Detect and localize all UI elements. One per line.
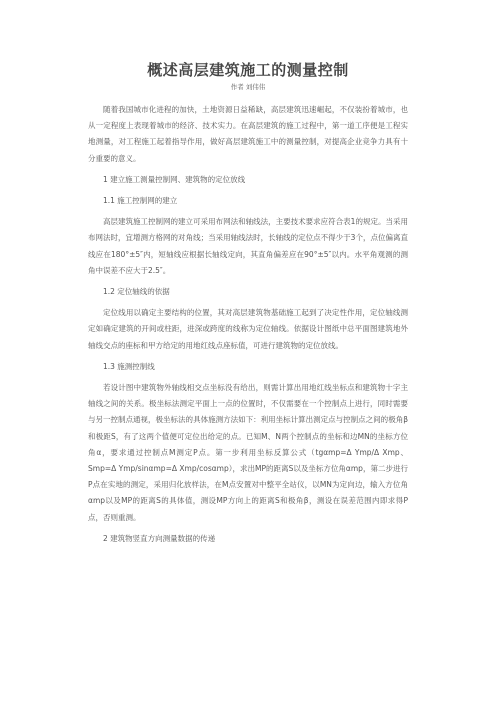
document-title: 概述高层建筑施工的测量控制 <box>147 61 349 79</box>
paragraph-1-1: 高层建筑施工控制网的建立可采用布网法和轴线法，主要技术要求应符合表1的规定。当采用布网法时，宜增测方格网的对角线；当采用轴线法时，长轴线的定位点不得少于3个，点位偏离直线应在180°±5″内，短轴线应根据长轴线定向，其直角偏差应在90°±5″以内。水平角观测的测角中误差不应大于2.5″。 <box>88 217 408 275</box>
paragraph-1-3: 若设计图中建筑物外轴线相交点坐标没有给出，则需计算出用地红线坐标点和建筑物十字主轴线之间的关系。极坐标法测定平面上一点的位置时，不仅需要在一个控制点上进行，同时需要与另一控制点通视，极坐标法的具体施测方法如下：利用坐标计算出测定点与控制点之间的极角β和极距S，有了这两个值便可定位出给定的点。已知M、N两个控制点的坐标和边MN的坐标方位角α，要求通过控制点M测定P点。第一步利用坐标反算公式（tgαmp=Δ Ymp/Δ Xmp、Smp=Δ Ymp/sinαmp=Δ Xmp/cosαmp），求出MP的距离S以及坐标方位角αmp，第二步进行P点在实地的测定，采用归化放样法，在M点安置对中整平全站仪，以MN为定向边，输入方位角αmp以及MP的距离S的具体值，测设MP方向上的距离S和极角β，测设在误差范围内即求得P点，否则重测。 <box>88 383 408 522</box>
paragraph-1-2: 定位线用以确定主要结构的位置，其对高层建筑物基础施工起到了决定性作用，定位轴线测定如确定建筑的开间或柱距，进深或跨度的线称为定位轴线。依据设计图纸中总平面图建筑地外轴线交点的座标和甲方给定的用地红线点座标值，可进行建筑物的定位放线。 <box>88 308 408 350</box>
subsection-heading-1-2: 1.2 定位轴线的依据 <box>103 287 170 297</box>
section-heading-1: 1 建立施工测量控制网、建筑物的定位放线 <box>103 174 246 184</box>
document-author: 作者 刘伟伟 <box>230 83 266 91</box>
document-page <box>88 60 408 552</box>
subsection-heading-1-1: 1.1 施工控制网的建立 <box>103 196 178 206</box>
intro-paragraph: 随着我国城市化进程的加快，土地资源日益稀缺，高层建筑迅速崛起，不仅装扮着城市，也从一定程度上表现着城市的经济、技术实力。在高层建筑的施工过程中，第一道工序便是工程实地测量，对工程施工起着指导作用，做好高层建筑施工中的测量控制，对提高企业竞争力具有十分重要的意义。 <box>88 105 408 163</box>
section-heading-2: 2 建筑物竖直方向测量数据的传递 <box>103 533 216 543</box>
subsection-heading-1-3: 1.3 施测控制线 <box>103 361 155 371</box>
